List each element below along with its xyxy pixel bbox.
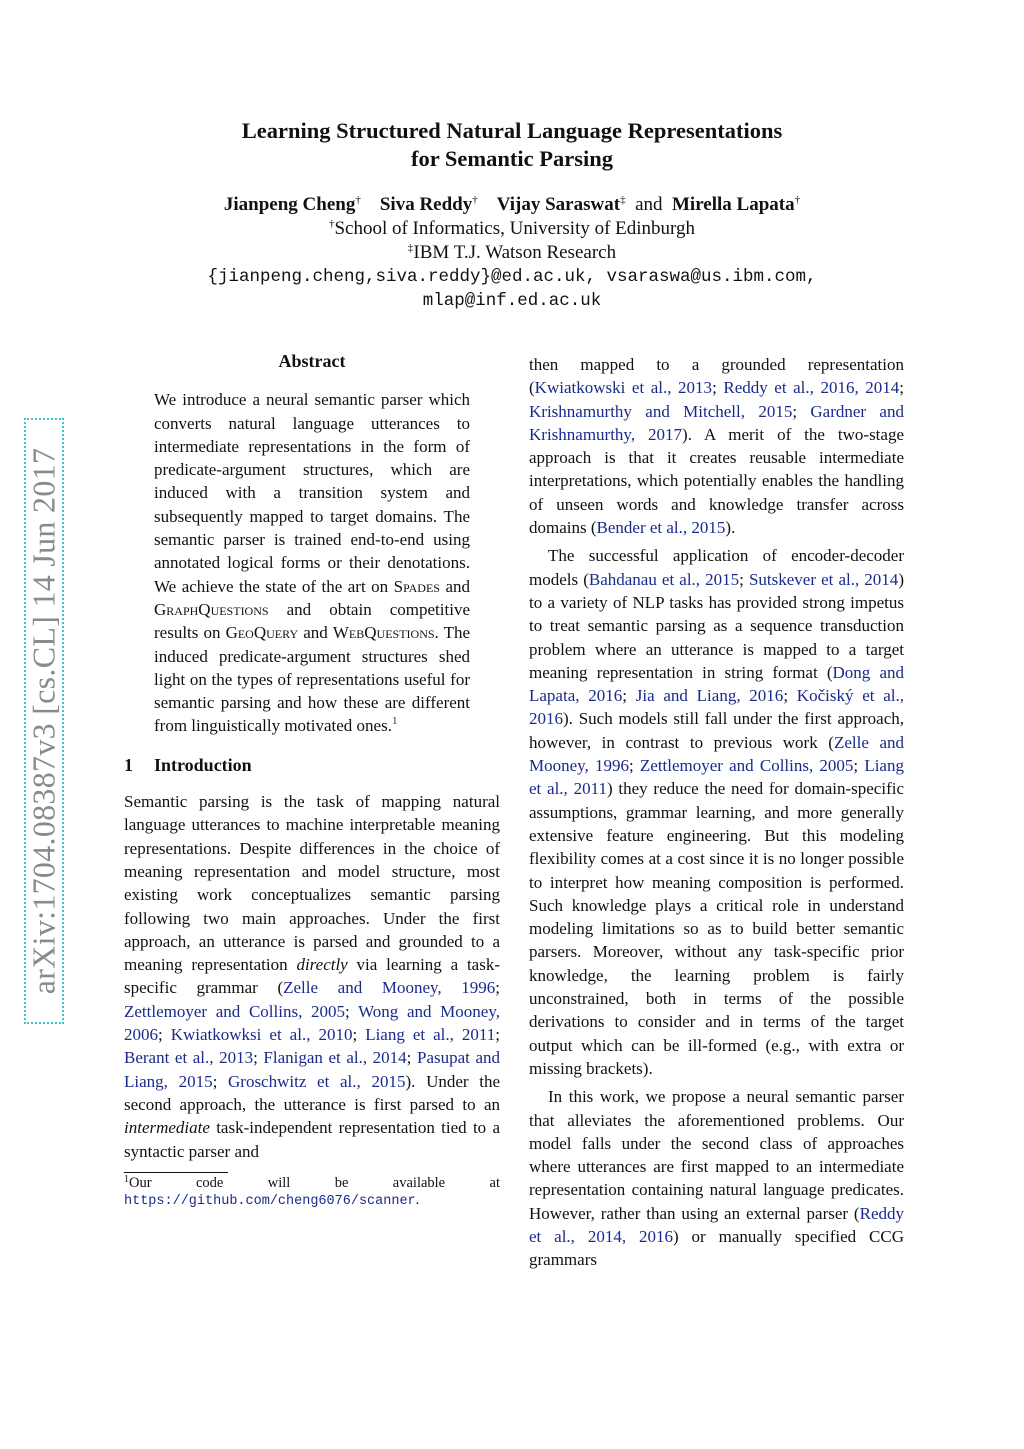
section-heading-introduction: [124, 754, 500, 777]
emphasis-directly: directly: [296, 955, 348, 975]
abstract-text: and: [439, 576, 470, 596]
author-and: and: [635, 194, 663, 215]
abstract-text: . The induced predicate-argument structures shed light on the types of representations useful for semantic parsing and how these are different from linguistically motivated ones.: [154, 623, 471, 736]
intro-paragraph-1: Semantic parsing is the task of mapping natural language utterances to machine interpretable meaning representations. Despite differences in the choice of meaning representation and model structure, most existing work conceptualizes semantic parsing following two main approaches. Under the first approach, an utterance is parsed and grounded to a meaning representation directly via learning a task-specific grammar (Zelle and Mooney, 1996; Zettlemoyer and Collins, 2005; Wong and Mooney, 2006; Kwiatkowksi et al., 2010; Liang et al., 2011; Berant et al., 2013; Flanigan et al., 2014; Pasupat and Liang, 2015; Groschwitz et al., 2015). Under the second approach, the utterance is first parsed to an intermediate task-independent representation tied to a syntactic parser and: [124, 792, 501, 1161]
section-number: 1: [124, 754, 133, 775]
footnote-period: .: [415, 1191, 420, 1208]
email-line-1: {jianpeng.cheng,siva.reddy}@ed.ac.uk, vsaraswa@us.ibm.com,: [207, 267, 817, 287]
body-text: ).: [725, 518, 736, 538]
citation-link[interactable]: Wong and Mooney, 2006: [124, 1001, 500, 1045]
citation-link[interactable]: Bender et al., 2015: [596, 518, 726, 538]
arxiv-stamp: [24, 418, 64, 1024]
citation-link[interactable]: Reddy et al., 2016, 2014: [723, 378, 900, 398]
abstract-text: and: [298, 623, 333, 643]
abstract-text: and obtain competitive results on: [154, 599, 470, 643]
citation-link[interactable]: Zettlemoyer and Collins, 2005: [124, 1001, 346, 1021]
author-4: Mirella Lapata: [672, 194, 795, 215]
body-text: ). A merit of the two-stage approach is that it creates reusable intermediate interpretations, which potentially enables the handling of unseen words and knowledge transfer across domains (: [529, 424, 904, 538]
citation-link[interactable]: Dong and Lapata, 2016: [529, 662, 905, 706]
body-text: then mapped to a grounded representation (: [529, 355, 904, 398]
left-column: [124, 350, 500, 1210]
abstract-text: We introduce a neural semantic parser which converts natural language utterances to intermediate representations in the form of predicate-argument structures, which are induced with a transition system and subsequently mapped to target domains. The semantic parser is trained end-to-end using annotated logical forms or their denotations. We achieve the state of the art on: [154, 390, 470, 596]
footnote-url-link[interactable]: https://github.com/cheng6076/scanner: [124, 1193, 416, 1209]
citation-link[interactable]: Berant et al., 2013: [124, 1048, 254, 1068]
affiliation-1-mark: †: [328, 218, 335, 230]
citation-link[interactable]: Sutskever et al., 2014: [748, 569, 899, 589]
arxiv-stamp-text: arXiv:1704.08387v3 [cs.CL] 14 Jun 2017: [25, 447, 62, 995]
author-line: [112, 193, 912, 217]
author-1: Jianpeng Cheng: [223, 194, 356, 215]
author-2-mark: †: [472, 194, 478, 206]
title-line-1: Learning Structured Natural Language Representations: [241, 118, 783, 143]
abstract-heading: Abstract: [278, 351, 346, 371]
footnote-rule: [124, 1172, 228, 1173]
affiliation-1-text: School of Informatics, University of Edinburgh: [334, 218, 696, 239]
title-line-2: for Semantic Parsing: [410, 146, 614, 171]
right-paragraph-3: [529, 1085, 904, 1271]
citation-link[interactable]: Flanigan et al., 2014: [263, 1048, 407, 1068]
body-text: In this work, we propose a neural semantic parser that alleviates the aforementioned problems. Our model falls under the second class of approaches where utterances are first mapped to an intermediate representation containing natural language predicates. However, rather than using an external parser (: [529, 1087, 904, 1223]
affiliation-1: [112, 217, 912, 241]
body-text: ). Under the second approach, the utterance is first parsed to an: [124, 1071, 500, 1114]
citation-link[interactable]: Kwiatkowski et al., 2013: [534, 378, 713, 398]
author-3-mark: ‡: [620, 194, 626, 206]
affiliation-2: [112, 241, 912, 265]
section-title: Introduction: [154, 754, 252, 775]
affiliation-2-mark: ‡: [407, 242, 414, 254]
body-text: The successful application of encoder-decoder models (: [529, 546, 904, 589]
citation-link[interactable]: Liang et al., 2011: [365, 1025, 496, 1045]
affiliation-2-text: IBM T.J. Watson Research: [413, 242, 617, 263]
email-line-2: mlap@inf.ed.ac.uk: [422, 291, 602, 311]
dataset-webquestions: WebQuestions: [332, 623, 435, 643]
citation-link[interactable]: Pasupat and Liang, 2015: [124, 1048, 500, 1091]
emphasis-intermediate: intermediate: [124, 1118, 210, 1138]
citation-link[interactable]: Krishnamurthy and Mitchell, 2015: [529, 401, 793, 421]
body-text: ) or manually specified CCG grammars: [529, 1226, 904, 1270]
citation-link[interactable]: Zettlemoyer and Collins, 2005: [639, 756, 854, 776]
body-text: via learning a task-specific grammar (: [124, 955, 501, 998]
body-text: ). Such models still fall under the first approach, however, in contrast to previous work (: [529, 709, 904, 752]
citation-link[interactable]: Groschwitz et al., 2015: [228, 1071, 406, 1091]
citation-link[interactable]: Liang et al., 2011: [529, 756, 904, 799]
footnote-text: Our code will be available at: [129, 1174, 500, 1191]
author-2: Siva Reddy: [379, 194, 473, 215]
body-text: Semantic parsing is the task of mapping natural language utterances to machine interpretable meaning representations. Despite differences in the choice of meaning representation and model structure, most existing work conceptualizes semantic parsing following two main approaches. Under the first approach, an utterance is parsed and grounded to a meaning representation: [124, 792, 500, 975]
citation-link[interactable]: Zelle and Mooney, 1996: [283, 978, 496, 998]
paper-title: [112, 117, 912, 173]
author-3: Vijay Saraswat: [496, 194, 621, 215]
citation-link[interactable]: Kočiský et al., 2016: [529, 686, 904, 729]
citation-link[interactable]: Gardner and Krishnamurthy, 2017: [529, 401, 904, 444]
author-1-mark: †: [355, 194, 361, 206]
abstract-body: [124, 388, 500, 737]
citation-link[interactable]: Kwiatkowksi et al., 2010: [170, 1025, 353, 1045]
dataset-graphquestions: GraphQuestions: [154, 599, 269, 619]
dataset-spades: Spades: [393, 576, 440, 596]
author-block: [112, 193, 912, 313]
right-paragraph-2: The successful application of encoder-decoder models (Bahdanau et al., 2015; Sutskever et al., 2014) to a variety of NLP tasks has provided strong impetus to treat semantic parsing as a sequence transduction problem where an utterance is mapped to a target meaning representation in string format (Dong and Lapata, 2016; Jia and Liang, 2016; Kočiský et al., 2016). Such models still fall under the first approach, however, in contrast to previous work (Zelle and Mooney, 1996; Zettlemoyer and Collins, 2005; Liang et al., 2011) they reduce the need for domain-specific assumptions, grammar learning, and more generally extensive feature engineering. But this modeling flexibility comes at a cost since it is no longer possible to interpret how meaning composition is performed. Such knowledge plays a critical role in understand modeling limitations so as to build better semantic parsers. Moreover, without any task-specific prior knowledge, the learning problem is fairly unconstrained, both in terms of the possible derivations to consider and in terms of the target output which can be ill-formed (e.g., with extra or missing brackets).: [529, 546, 905, 1078]
footnote-mark: 1: [124, 1173, 129, 1185]
body-text: task-independent representation tied to a syntactic parser and: [124, 1118, 500, 1161]
citation-link[interactable]: Zelle and Mooney, 1996: [529, 732, 904, 776]
dataset-geoquery: GeoQuery: [225, 623, 299, 643]
right-column: [529, 353, 904, 1272]
citation-link[interactable]: Reddy et al., 2014, 2016: [529, 1203, 904, 1246]
citation-link[interactable]: Bahdanau et al., 2015: [588, 569, 740, 589]
body-text: ) to a variety of NLP tasks has provided strong impetus to treat semantic parsing as a sequence transduction problem where an utterance is mapped to a target meaning representation in string format (: [529, 569, 904, 682]
footnote-link[interactable]: 1: [391, 715, 398, 728]
right-paragraph-1: then mapped to a grounded representation (Kwiatkowski et al., 2013; Reddy et al., 2016, 2014; Krishnamurthy and Mitchell, 2015; Gardner and Krishnamurthy, 2017). A merit of the two-stage approach is that it creates reusable intermediate interpretations, which potentially enables the handling of unseen words and knowledge transfer across domains (Bender et al., 2015).: [529, 355, 905, 538]
footnote: [124, 1175, 500, 1210]
body-text: ) they reduce the need for domain-specific assumptions, grammar learning, and more generally extensive feature engineering. But this modeling flexibility comes at a cost since it is no longer possible to interpret how meaning composition is performed. Such knowledge plays a critical role in understand modeling limitations so as to build better semantic parsers. Moreover, without any task-specific prior knowledge, the learning problem is fairly unconstrained, both in terms of the possible derivations to consider and in terms of the target output which can be ill-formed (e.g., with extra or missing brackets).: [529, 779, 905, 1078]
author-4-mark: †: [794, 194, 801, 206]
citation-link[interactable]: Jia and Liang, 2016: [635, 686, 784, 706]
